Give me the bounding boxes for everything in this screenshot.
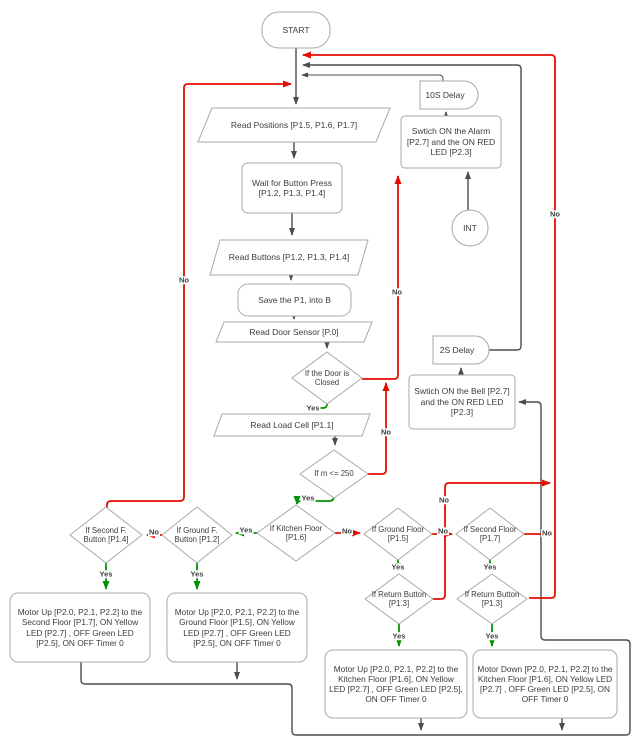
- motor-kitchen-down-process: [473, 650, 617, 718]
- return-left-check-decision: [365, 574, 433, 624]
- alarm-label: Swtich ON the Alarm [P2.7] and the ON RED LED [P2.3]: [406, 126, 496, 158]
- second-floor-check-label: If Second Floor [P1.7]: [463, 524, 517, 543]
- edge-10s-delay-to-main-loop: [302, 75, 443, 81]
- second-floor-check-decision: [456, 508, 524, 560]
- start-label: START: [282, 24, 310, 35]
- door-check-decision: [292, 352, 362, 404]
- edge-label-yes-weight: Yes: [301, 493, 315, 503]
- weight-check-decision: [300, 450, 368, 498]
- delay-10s-label: 10S Delay: [425, 89, 465, 100]
- edge-label-yes-return-left: Yes: [392, 631, 406, 641]
- motor-kitchen-down-label: Motor Down [P2.0, P2.1, P2.2] to the Kitchen Floor [P1.6], ON Yellow LED [P2.7] , OFF Green LED [P2.5], ON OFF Timer 0: [477, 663, 613, 705]
- read-door-label: Read Door Sensor [P.0]: [249, 326, 339, 337]
- edge-label-no-door: No: [392, 287, 402, 297]
- edge-label-no-second-floor: No: [542, 528, 552, 538]
- edge-no-door-to-alarm: [362, 176, 398, 379]
- return-right-check-decision: [457, 574, 527, 624]
- edge-yes-door: [307, 403, 327, 408]
- ground-btn-check-decision: [162, 507, 232, 563]
- edge-label-yes-ground-btn: Yes: [190, 569, 204, 579]
- motor-kitchen-up-label: Motor Up [P2.0, P2.1, P2.2] to the Kitchen Floor [P1.6], ON Yellow LED [P2.7] , OFF Green LED [P2.5], ON OFF Timer 0: [329, 663, 463, 705]
- edge-label-yes-second-btn: Yes: [99, 569, 113, 579]
- wait-button-label: Wait for Button Press [P1.2, P1.3, P1.4]: [252, 177, 332, 198]
- edge-label-no-ground-btn: No: [149, 527, 159, 537]
- motor-second-label: Motor Up [P2.0, P2.1, P2.2] to the Second Floor [P1.7], ON Yellow LED [P2.7] , OFF Green LED [P2.5], ON OFF Timer 0: [17, 607, 143, 648]
- int-label: INT: [463, 222, 477, 233]
- edge-label-yes-kitchen: Yes: [239, 525, 253, 535]
- delay-10s-shape: [420, 81, 478, 109]
- door-check-label: If the Door is Closed: [304, 368, 350, 387]
- bell-process: [409, 375, 515, 429]
- return-right-check-label: If Return Button [P1.3]: [464, 589, 520, 608]
- ground-floor-check-label: If Ground Floor [P1.5]: [371, 524, 425, 543]
- kitchen-check-decision: [257, 505, 335, 561]
- edge-label-no-ground-floor: No: [438, 526, 448, 536]
- edge-label-no-second-btn: No: [179, 275, 189, 285]
- weight-check-label: If m <= 250: [314, 469, 354, 479]
- ground-btn-check-label: If Ground F. Button [P1.2]: [174, 525, 220, 544]
- return-left-check-label: If Return Button [P1.3]: [371, 589, 427, 608]
- second-btn-check-decision: [70, 507, 142, 563]
- edge-no-weight: [368, 383, 386, 474]
- read-load-io: [214, 414, 370, 436]
- edge-label-yes-door: Yes: [306, 403, 320, 413]
- edge-label-no-return-left: No: [439, 495, 449, 505]
- save-p1-label: Save the P1, into B: [258, 294, 331, 305]
- save-p1-process: [238, 284, 351, 316]
- read-buttons-label: Read Buttons [P1.2, P1.3, P1.4]: [228, 252, 350, 263]
- second-btn-check-label: If Second F. Button [P1.4]: [83, 525, 129, 544]
- edge-label-no-right-loop: No: [550, 209, 560, 219]
- start-terminator: [262, 12, 330, 48]
- motor-ground-process: [167, 593, 307, 662]
- edge-label-yes-second-floor: Yes: [483, 562, 497, 572]
- bell-label: Swtich ON the Bell [P2.7] and the ON RED LED [P2.3]: [414, 386, 510, 418]
- read-positions-io: [198, 108, 390, 142]
- edge-label-yes-ground-floor: Yes: [391, 562, 405, 572]
- motor-second-process: [10, 593, 150, 662]
- delay-2s-shape: [433, 336, 489, 364]
- int-connector: [452, 210, 488, 246]
- wait-button-process: [242, 163, 342, 213]
- motor-ground-label: Motor Up [P2.0, P2.1, P2.2] to the Ground Floor [P1.5], ON Yellow LED [P2.7] , OFF Green LED [P2.5], ON OFF Timer 0: [174, 607, 300, 648]
- alarm-process: [401, 116, 501, 168]
- read-buttons-io: [210, 240, 368, 275]
- edge-label-no-weight: No: [381, 427, 391, 437]
- edge-label-no-kitchen: No: [342, 526, 352, 536]
- ground-floor-check-decision: [364, 508, 432, 560]
- read-positions-label: Read Positions [P1.5, P1.6, P1.7]: [230, 119, 358, 130]
- motor-kitchen-up-process: [325, 650, 467, 718]
- edge-label-yes-return-right: Yes: [485, 631, 499, 641]
- read-load-label: Read Load Cell [P1.1]: [250, 419, 334, 430]
- delay-2s-label: 2S Delay: [439, 344, 475, 355]
- kitchen-check-label: If Kitchen Floor [P1.6]: [269, 523, 323, 542]
- read-door-io: [216, 322, 372, 342]
